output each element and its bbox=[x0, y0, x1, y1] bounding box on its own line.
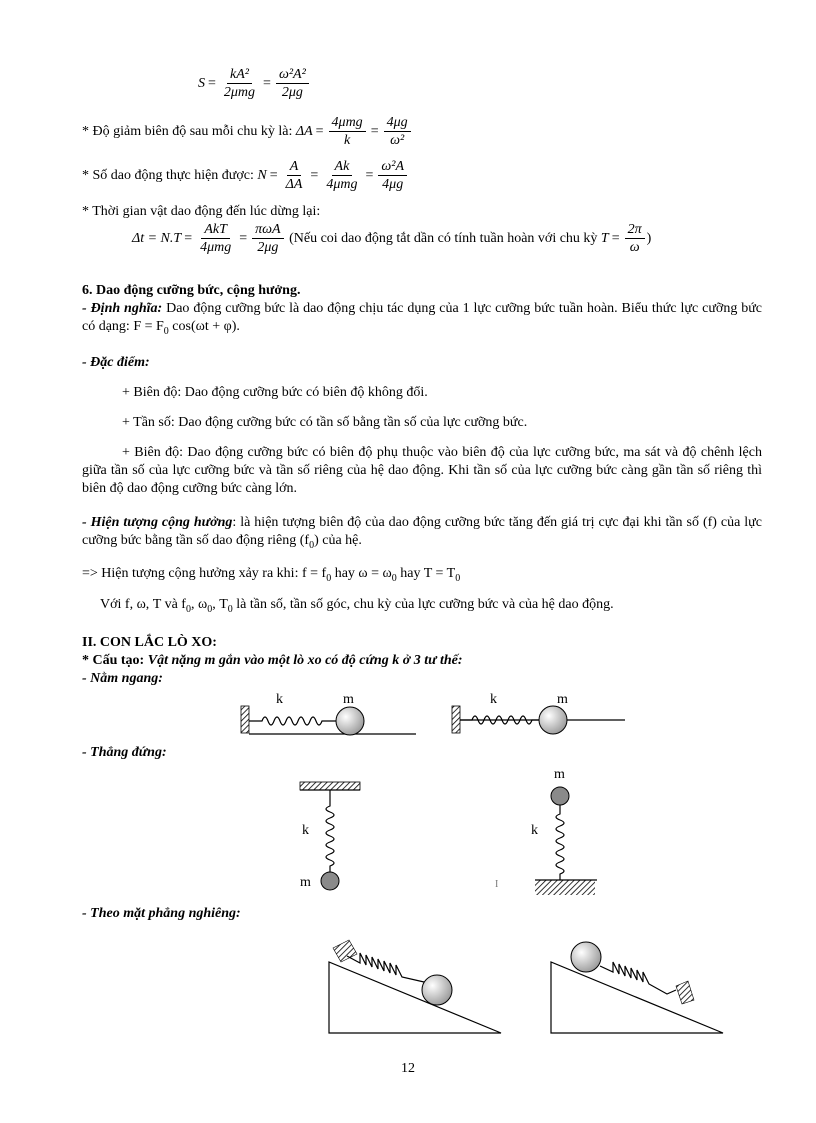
feature-frequency: + Tần số: Dao động cưỡng bức có tần số bằng tần số của lực cưỡng bức. bbox=[122, 415, 528, 430]
horizontal-spring-diagram-1 bbox=[241, 692, 416, 735]
coil-spring bbox=[347, 953, 424, 982]
label-k: k bbox=[531, 823, 538, 838]
resonance-definition: - Hiện tượng cộng hưởng: là hiện tượng biên độ của dao động cưỡng bức tăng đến giá trị cực đại khi tần số (f) của lực cưỡng bức bằng tần số dao động riêng $(f_0)$ của hệ. bbox=[82, 515, 762, 551]
section6-title: 6. Dao động cưỡng bức, cộng hưởng. bbox=[82, 283, 301, 298]
formula-s-frac1: $\frac{\text{kA²}}{\text{2μmg}}$ bbox=[223, 67, 256, 100]
formula-s-lhs: S bbox=[198, 75, 205, 91]
coil-spring bbox=[249, 717, 336, 725]
formula-s-frac2: $\frac{\text{ω²A²}}{2\mu g}$ bbox=[276, 66, 309, 101]
resonance-notation: Với f, ω, T và $f_0$, $\omega_0$, $T_0$ là tần số, tần số góc, chu kỳ của lực cưỡng bức và của hệ dao động. bbox=[100, 597, 614, 615]
wall-hatch bbox=[241, 706, 249, 733]
t-note: (Nếu coi dao động tắt dần có tính tuần hoàn với chu kỳ bbox=[289, 230, 598, 246]
coil-spring bbox=[556, 805, 564, 880]
da-label: * Độ giảm biên độ sau mỗi chu kỳ là: bbox=[82, 123, 293, 139]
feature-amplitude: + Biên độ: Dao động cưỡng bức có biên độ không đổi. bbox=[122, 385, 428, 400]
n-label: * Số dao động thực hiện được: bbox=[82, 167, 254, 183]
wall-hatch bbox=[676, 981, 694, 1004]
formula-stop-time: Δt = N.T = $\frac{\text{AkT}}{\text{4μmg}}$ = $\frac{\text{πωA}}{2\mu g}$ (Nếu coi dao động tắt dần có tính tuần hoàn với chu kỳ T = $\frac{2\pi}{\omega}$ ) bbox=[132, 222, 652, 255]
vertical-standing-spring bbox=[495, 767, 597, 895]
page-number: 12 bbox=[401, 1061, 415, 1076]
incline-plane bbox=[329, 962, 501, 1033]
mass-ball bbox=[551, 787, 569, 805]
formula-amplitude-decrease: * Độ giảm biên độ sau mỗi chu kỳ là: ΔA = $\frac{\text{4μmg}}{k}$ = $\frac{4\mu g}{\text{ω²}}$ bbox=[82, 114, 413, 149]
mass-ball bbox=[321, 872, 339, 890]
section6-features-label: - Đặc điểm: bbox=[82, 355, 150, 370]
vertical-label: - Thẳng đứng: bbox=[82, 745, 167, 760]
feature-amplitude-dependence: + Biên độ: Dao động cưỡng bức có biên độ phụ thuộc vào biên độ của lực cưỡng bức, ma sát và độ chênh lệch giữa tần số của lực cưỡng bức và tần số riêng của hệ dao động. Khi tần số của lực cưỡng bức càng gần tần số riêng thì biên độ dao động cưỡng bức càng lớn. bbox=[82, 445, 762, 496]
section6-definition: - Định nghĩa: Dao động cưỡng bức là dao động chịu tác dụng của 1 lực cưỡng bức tuần hoàn. Biểu thức lực cưỡng bức có dạng: $F = F_0$ cos(ωt + φ). bbox=[82, 301, 763, 337]
label-k: k bbox=[276, 692, 283, 707]
label-m: m bbox=[300, 875, 311, 890]
resonance-condition: => Hiện tượng cộng hưởng xảy ra khi: $f = f_0$ hay $\omega = \omega_0$ hay $T = T_0$ bbox=[82, 566, 461, 584]
t-label: * Thời gian vật dao động đến lúc dừng lại: bbox=[82, 204, 321, 219]
stray-mark: I bbox=[495, 879, 499, 890]
wall-hatch bbox=[452, 706, 460, 733]
label-k: k bbox=[302, 823, 309, 838]
incline-spring-diagram-1 bbox=[329, 940, 501, 1033]
horizontal-label: - Nằm ngang: bbox=[82, 671, 163, 686]
vertical-hanging-spring bbox=[300, 782, 360, 890]
floor-hatch bbox=[535, 880, 595, 895]
label-k: k bbox=[490, 692, 497, 707]
formula-oscillation-count: * Số dao động thực hiện được: N = $\frac{A}{\Delta A}$ = $\frac{Ak}{\text{4μmg}}$ = $\frac{\text{ω²A}}{4\mu g}$ bbox=[82, 158, 409, 193]
section2-title: II. CON LẮC LÒ XO: bbox=[82, 635, 217, 650]
coil-spring bbox=[326, 790, 334, 872]
label-m: m bbox=[343, 692, 354, 707]
label-m: m bbox=[554, 767, 565, 782]
section2-structure: * Cấu tạo: Vật nặng m gắn vào một lò xo có độ cứng k ở 3 tư thế: bbox=[82, 653, 463, 668]
wall-hatch bbox=[333, 940, 357, 962]
mass-ball bbox=[539, 706, 567, 734]
ceiling-hatch bbox=[300, 782, 360, 790]
horizontal-spring-diagram-2 bbox=[452, 692, 625, 734]
coil-spring bbox=[600, 962, 676, 994]
label-m: m bbox=[557, 692, 568, 707]
mass-ball bbox=[571, 942, 601, 972]
mass-ball bbox=[336, 707, 364, 735]
mass-ball bbox=[422, 975, 452, 1005]
formula-energy-path: S = $\frac{\text{kA²}}{\text{2μmg}}$ = $\frac{\text{ω²A²}}{2\mu g}$ bbox=[198, 66, 311, 101]
incline-spring-diagram-2 bbox=[551, 942, 723, 1033]
incline-label: - Theo mặt phẳng nghiêng: bbox=[82, 906, 241, 921]
